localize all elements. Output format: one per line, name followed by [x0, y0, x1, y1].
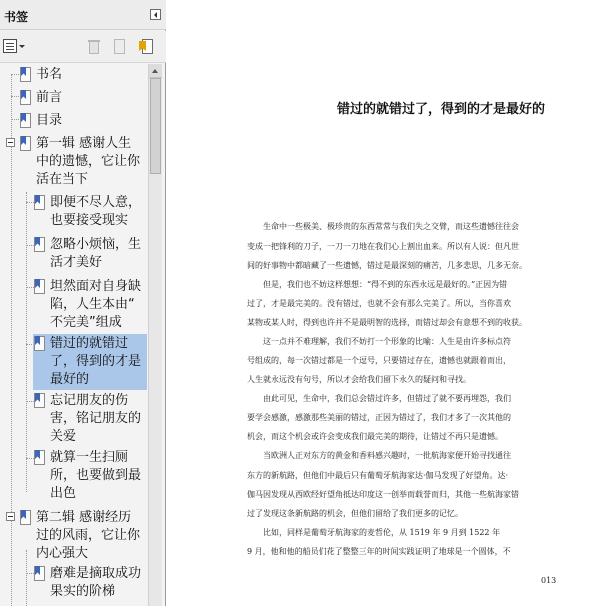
bookmark-tree — [0, 64, 148, 606]
expand-bookmark-icon[interactable] — [139, 39, 155, 55]
paragraph-line: 由此可见，生命中，我们总会错过许多，但错过了就不要再埋怨，我们 — [263, 394, 511, 403]
paragraph-line: 当欧洲人正对东方的黄金和香料感兴趣时，一批航海家便开始寻找通往 — [263, 451, 511, 460]
bookmark-label: 错过的就错过 了，得到的才是 最好的 — [50, 336, 142, 387]
new-bookmark-icon[interactable] — [113, 39, 127, 55]
bookmark-label: 忘记朋友的伤 害，铭记朋友的 关爱 — [50, 393, 142, 444]
paragraph-line: 机会，而这个机会或许会变成我们最完美的期待，让错过不再只是遗憾。 — [247, 432, 503, 441]
bookmark-item-selected[interactable] — [33, 334, 147, 390]
scroll-up-icon[interactable] — [149, 64, 162, 78]
paragraph-line: 但是，我们也不妨这样想想：“得不到的东西永远是最好的。”正因为错 — [263, 280, 508, 289]
bookmarks-panel — [0, 0, 166, 606]
bookmark-label: 第二辑 感谢经历 过的风雨，它让你 内心强大 — [36, 510, 141, 561]
paragraph-line: 号组成的，每一次错过都是一个逗号，只要错过存在，遗憾也就跟着而出， — [247, 356, 511, 365]
bookmark-item[interactable] — [18, 65, 146, 85]
paragraph-line: 间的好事物中都暗藏了一些遗憾，错过是最深刻的痛苦，几多悲思，几多无奈。 — [247, 261, 527, 270]
paragraph-line: 伽马因发现从西欧经好望角抵达印度这一创举而载誉而归，其他一些航海家错 — [247, 490, 519, 499]
bookmark-item[interactable] — [33, 564, 147, 602]
bookmark-icon — [20, 67, 31, 81]
bookmark-label: 即便不尽人意， 也要接受现实 — [50, 195, 142, 228]
collapse-toggle-icon[interactable] — [6, 138, 15, 147]
bookmark-options-icon[interactable] — [3, 39, 25, 55]
bookmark-label: 就算一生扫厕 所，也要做到最 出色 — [50, 450, 142, 501]
bookmark-label: 第一辑 感谢人生 中的遗憾，它让你 活在当下 — [36, 136, 141, 187]
collapse-toggle-icon[interactable] — [6, 512, 15, 521]
bookmark-item[interactable] — [33, 448, 147, 504]
paragraph-line: 过了发现这条新航路的机会，但他们留给了我们更多的记忆。 — [247, 509, 463, 518]
bookmark-item[interactable] — [33, 193, 147, 231]
paragraph-line: 东方的新航路，但他们中最后只有葡萄牙航海家达·伽马发现了好望角。达· — [247, 471, 509, 480]
bookmark-label: 书名 — [36, 67, 63, 82]
bookmark-item[interactable] — [33, 277, 147, 333]
bookmark-icon — [20, 136, 31, 150]
delete-bookmark-icon[interactable] — [88, 39, 100, 55]
bookmark-icon — [20, 90, 31, 104]
scroll-thumb[interactable] — [150, 78, 161, 174]
bookmark-icon — [34, 279, 45, 293]
bookmark-item[interactable] — [33, 391, 147, 447]
bookmark-label: 磨难是摘取成功 果实的阶梯 — [50, 566, 142, 599]
bookmark-icon — [34, 566, 45, 580]
paragraph-line: 变成一把锋利的刀子，一刀一刀地在我们心上割出血来。所以有人说：但凡世 — [247, 242, 519, 251]
collapse-panel-icon[interactable] — [150, 9, 161, 20]
bookmark-label: 忽略小烦恼，生 活才美好 — [50, 237, 142, 270]
paragraph-line: 要学会感激，感激那些美丽的错过，正因为错过了，我们才多了一次其他的 — [247, 413, 511, 422]
panel-header — [0, 0, 166, 30]
page-title: 错过的就错过了，得到的才是最好的 — [337, 102, 546, 117]
paragraph-line: 9 月，他和他的船员们花了整整三年的时间实践证明了地球是一个圆体，不 — [247, 547, 511, 556]
bookmark-item[interactable] — [18, 134, 146, 190]
bookmark-label: 前言 — [36, 90, 63, 105]
bookmark-item[interactable] — [18, 111, 146, 131]
paragraph-line: 生命中一些极美、极珍贵的东西常常与我们失之交臂，而这些遗憾往往会 — [263, 222, 519, 231]
bookmark-label: 坦然面对自身缺 陷，人生本由“ 不完美”组成 — [50, 279, 142, 330]
bookmark-item[interactable] — [33, 235, 147, 273]
bookmark-icon — [34, 450, 45, 464]
bookmark-icon — [34, 336, 45, 350]
panel-title: 书签 — [4, 10, 29, 24]
bookmark-scrollbar[interactable] — [148, 64, 162, 606]
bookmark-icon — [34, 237, 45, 251]
bookmark-item[interactable] — [18, 508, 146, 564]
bookmark-label: 目录 — [36, 113, 63, 128]
paragraph-line: 比如，同样是葡萄牙航海家的麦哲伦，从 1519 年 9 月到 1522 年 — [263, 528, 501, 537]
bookmark-item[interactable] — [18, 88, 146, 108]
document-page — [167, 0, 600, 606]
paragraph-line: 这一点并不难理解，我们不妨打一个形象的比喻：人生是由许多标点符 — [263, 337, 511, 346]
bookmarks-toolbar — [0, 31, 166, 63]
paragraph-line: 某物或某人时，得到也许并不是最明智的选择，而错过却会有意想不到的收获。 — [247, 318, 527, 327]
bookmark-icon — [34, 393, 45, 407]
bookmark-icon — [20, 113, 31, 127]
bookmark-icon — [34, 195, 45, 209]
bookmark-icon — [20, 510, 31, 524]
page-number: 013 — [541, 576, 557, 585]
paragraph-line: 过了，才是最完美的。没有错过，也就不会有那么完美了。所以，当你喜欢 — [247, 299, 511, 308]
paragraph-line: 人生就永远没有句号，所以才会给我们留下永久的疑问和寻找。 — [247, 375, 471, 384]
